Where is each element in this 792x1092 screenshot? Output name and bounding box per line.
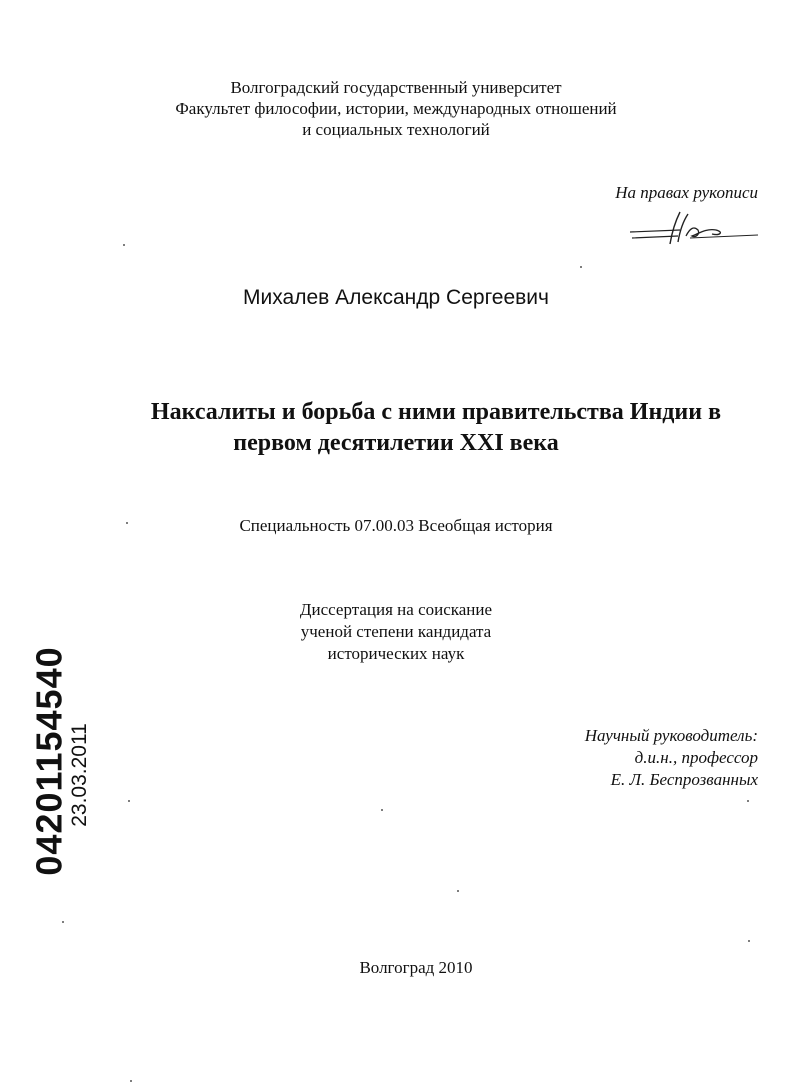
scan-speck [381,809,383,811]
scan-speck [747,800,749,802]
supervisor-name: Е. Л. Беспрозванных [610,770,758,789]
faculty-line-2: и социальных технологий [302,120,490,139]
dissertation-title-line-2: первом десятилетии XXI века [233,430,559,456]
scan-speck [62,921,64,923]
scan-speck [130,1080,132,1082]
author-name: Михалев Александр Сергеевич [243,286,549,309]
scan-speck [457,890,459,892]
scan-speck [748,940,750,942]
scan-speck [580,266,582,268]
signature-icon [620,208,760,248]
scan-speck [126,522,128,524]
manuscript-note: На правах рукописи [615,183,758,202]
supervisor-degree: д.и.н., профессор [634,748,758,767]
degree-line-3: исторических наук [327,644,465,663]
library-stamp-number: 04201154540 [28,646,70,876]
city-year: Волгоград 2010 [359,958,473,977]
library-stamp-date: 23.03.2011 [67,723,91,827]
university-name: Волгоградский государственный университет [230,78,562,97]
degree-line-1: Диссертация на соискание [299,600,493,619]
dissertation-title-line-1: Наксалиты и борьба с ними правительства Индии в [150,399,722,425]
degree-line-2: ученой степени кандидата [300,622,492,641]
supervisor-label: Научный руководитель: [584,726,758,745]
scan-speck [128,800,130,802]
faculty-line-1: Факультет философии, истории, международных отношений [175,99,617,118]
specialty: Специальность 07.00.03 Всеобщая история [239,516,553,535]
scan-speck [123,244,125,246]
